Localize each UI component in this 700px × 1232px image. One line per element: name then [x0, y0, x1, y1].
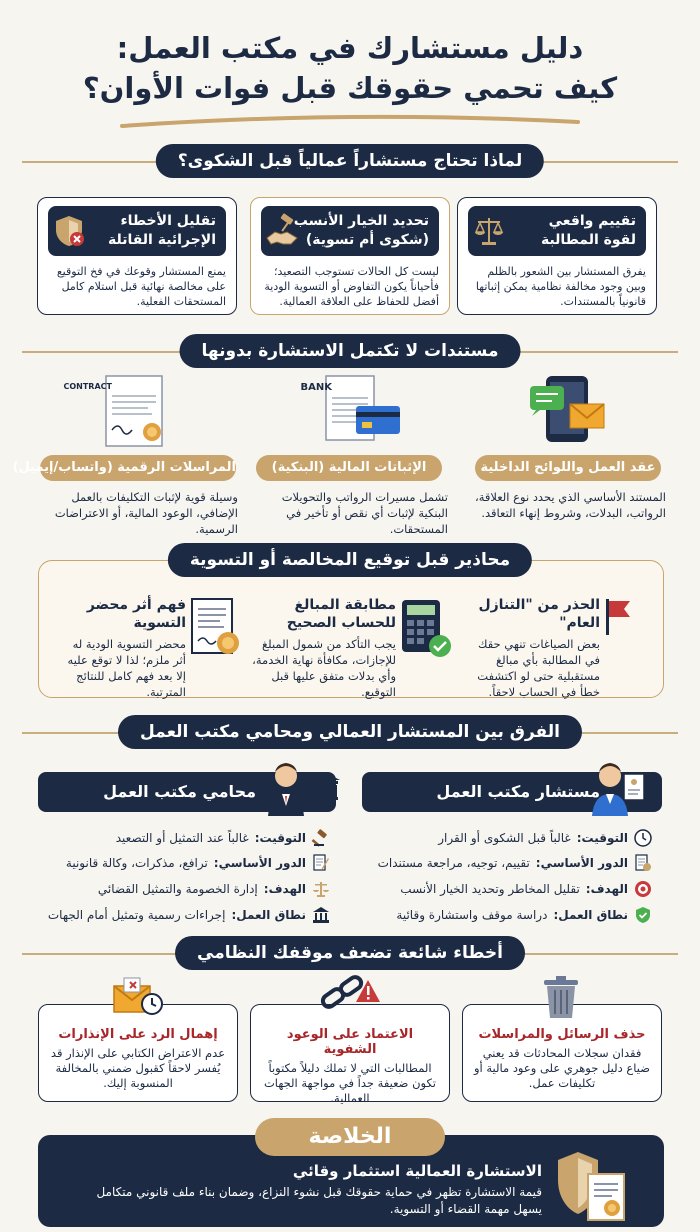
lawyer-header: محامي مكتب العمل: [38, 772, 336, 812]
shield-check-icon: [634, 906, 652, 924]
warning-settlement-effect: فهم أثر محضر التسوية محضر التسوية الودية له أثر ملزم؛ لذا لا توقع عليه إلا بعد فهم كامل للنتائج المترتبة.: [67, 597, 186, 699]
consultant-header: مستشار مكتب العمل: [362, 772, 662, 812]
mistake-card-verbal-promises: الاعتماد على الوعود الشفوية المطالبات التي لا تملك دليلاً مكتوباً تكون ضعيفة جداً في مواجهة الجهات العمالية.: [250, 1004, 450, 1102]
doc-label-digital: المراسلات الرقمية (واتساب/إيميل): [40, 455, 236, 481]
trash-icon: [538, 974, 584, 1020]
clock-icon: [634, 829, 652, 847]
svg-text:CONTRACT: CONTRACT: [63, 382, 112, 391]
card-best-option: تحديد الخيار الأنسب (شكوى أم تسوية) ليست كل الحالات تستوجب التصعيد؛ فأحياناً يكون التفاوض أو التسوية الودية أفضل للحفاظ على العلاقة العمالية.: [250, 197, 450, 315]
title-line1: دليل مستشارك في مكتب العمل:: [116, 31, 584, 65]
document-gear-icon: [634, 854, 652, 872]
consultant-row-scope: نطاق العمل: دراسة موقف واستشارة وقائية: [396, 905, 652, 925]
shield-x-icon: [52, 214, 86, 248]
scales-icon: [312, 880, 330, 898]
broken-chain-icon: [318, 974, 384, 1020]
card-reduce-errors: تقليل الأخطاء الإجرائية القاتلة يمنع المستشار وقوعك في فخ التوقيع على مخالصة نهائية قبل استلام كامل المستحقات الفعلية.: [37, 197, 237, 315]
title-line2: كيف تحمي حقوقك قبل فوات الأوان؟: [82, 71, 618, 105]
lawyer-avatar-icon: [268, 760, 340, 816]
conclusion-text: الاستشارة العمالية استثمار وقائي قيمة الاستشارة تظهر في حماية حقوقك قبل نشوء النزاع، وضمان بناء ملف قانوني متكامل يسهل مهمة القضاء أو التسوية.: [96, 1162, 542, 1216]
section-title-difference: الفرق بين المستشار العمالي ومحامي مكتب العمل: [118, 715, 582, 749]
target-icon: [634, 880, 652, 898]
card-body: يفرق المستشار بين الشعور بالظلم وبين وجود مخالفة نظامية يمكن إثباتها قانونياً بالمستندات.: [475, 265, 646, 308]
card-body: يمنع المستشار وقوعك في فخ التوقيع على مخالصة نهائية قبل استلام كامل المستحقات الفعلية.: [56, 265, 226, 308]
phone-messages-icon: [522, 374, 612, 446]
svg-text:BANK: BANK: [300, 382, 332, 393]
pen-document-icon: [312, 854, 330, 872]
lawyer-row-goal: الهدف: إدارة الخصومة والتمثيل القضائي: [98, 879, 330, 899]
consultant-row-timing: التوقيت: غالباً قبل الشكوى أو القرار: [438, 828, 652, 848]
section-title-documents: مستندات لا تكتمل الاستشارة بدونها: [180, 334, 521, 368]
calculator-check-icon: [398, 598, 454, 660]
bank-card-icon: [300, 374, 406, 446]
consultant-row-goal: الهدف: تقليل المخاطر وتحديد الخيار الأنسب: [400, 879, 652, 899]
section-title-warnings: محاذير قبل توقيع المخالصة أو التسوية: [168, 543, 532, 577]
doc-body-financial: تشمل مسيرات الرواتب والتحويلات البنكية لإثبات أي نقص أو تأخير في المستحقات.: [281, 490, 448, 536]
consultant-avatar-icon: [588, 760, 648, 816]
envelope-clock-icon: [110, 972, 166, 1020]
warning-match-amounts: مطابقة المبالغ للحساب الصحيح يجب التأكد من شمول المبلغ للإجازات، مكافأة نهاية الخدمة، وأي بدلات متفق عليها قبل التوقيع.: [252, 597, 396, 699]
certificate-icon: [188, 597, 244, 663]
lawyer-row-scope: نطاق العمل: إجراءات رسمية وتمثيل أمام الجهات: [48, 905, 330, 925]
doc-body-digital: وسيلة قوية لإثبات التكليفات بالعمل الإضافي، الوعود المالية، أو الاعتراضات الرسمية.: [54, 490, 238, 536]
conclusion-label: الخلاصة: [255, 1118, 445, 1156]
courthouse-icon: [312, 906, 330, 924]
title-underline-swoosh: [118, 112, 582, 130]
gavel-icon: [312, 829, 330, 847]
lawyer-row-timing: التوقيت: غالباً عند التمثيل أو التصعيد: [116, 828, 330, 848]
section-title-common-mistakes: أخطاء شائعة تضعف موقفك النظامي: [175, 936, 525, 970]
doc-label-contract: عقد العمل واللوائح الداخلية: [475, 455, 661, 481]
warning-general-waiver: الحذر من "التنازل العام" بعض الصياغات تنهي حقك في المطالبة بأي مبالغ مستقبلية حتى لو اكتشفت خطأ في الحساب لاحقاً.: [477, 597, 600, 699]
consultant-row-role: الدور الأساسي: تقييم، توجيه، مراجعة مستندات: [378, 853, 652, 873]
doc-body-contract: المستند الأساسي الذي يحدد نوع العلاقة، الرواتب، البدلات، وشروط إنهاء التعاقد.: [475, 490, 666, 520]
mistake-card-delete-messages: حذف الرسائل والمراسلات فقدان سجلات المحادثات قد يعني ضياع دليل جوهري على وعود مالية أو تكليفات عمل.: [462, 1004, 662, 1102]
handshake-gavel-icon: [265, 214, 299, 248]
contract-icon: [63, 374, 174, 450]
shield-certificate-icon: [552, 1150, 630, 1226]
mistake-card-ignore-warnings: إهمال الرد على الإنذارات عدم الاعتراض الكتابي على الإنذار قد يُفسر لاحقاً كقبول ضمني بالمخالفة المنسوبة إليك.: [38, 1004, 238, 1102]
section-title-why-consultant: لماذا تحتاج مستشاراً عمالياً قبل الشكوى؟: [156, 144, 544, 178]
card-body: ليست كل الحالات تستوجب التصعيد؛ فأحياناً يكون التفاوض أو التسوية الودية أفضل للحفاظ على العلاقة العمالية.: [264, 265, 439, 308]
card-realistic-assessment: تقييم واقعي لقوة المطالبة يفرق المستشار بين الشعور بالظلم وبين وجود مخالفة نظامية يمكن إثباتها قانونياً بالمستندات.: [457, 197, 657, 315]
lawyer-row-role: الدور الأساسي: ترافع، مذكرات، وكالة قانونية: [66, 853, 330, 873]
page-title: [0, 28, 700, 108]
red-flag-icon: [600, 597, 634, 637]
doc-label-financial: الإثباتات المالية (البنكية): [256, 455, 442, 481]
scales-icon: [472, 214, 506, 248]
